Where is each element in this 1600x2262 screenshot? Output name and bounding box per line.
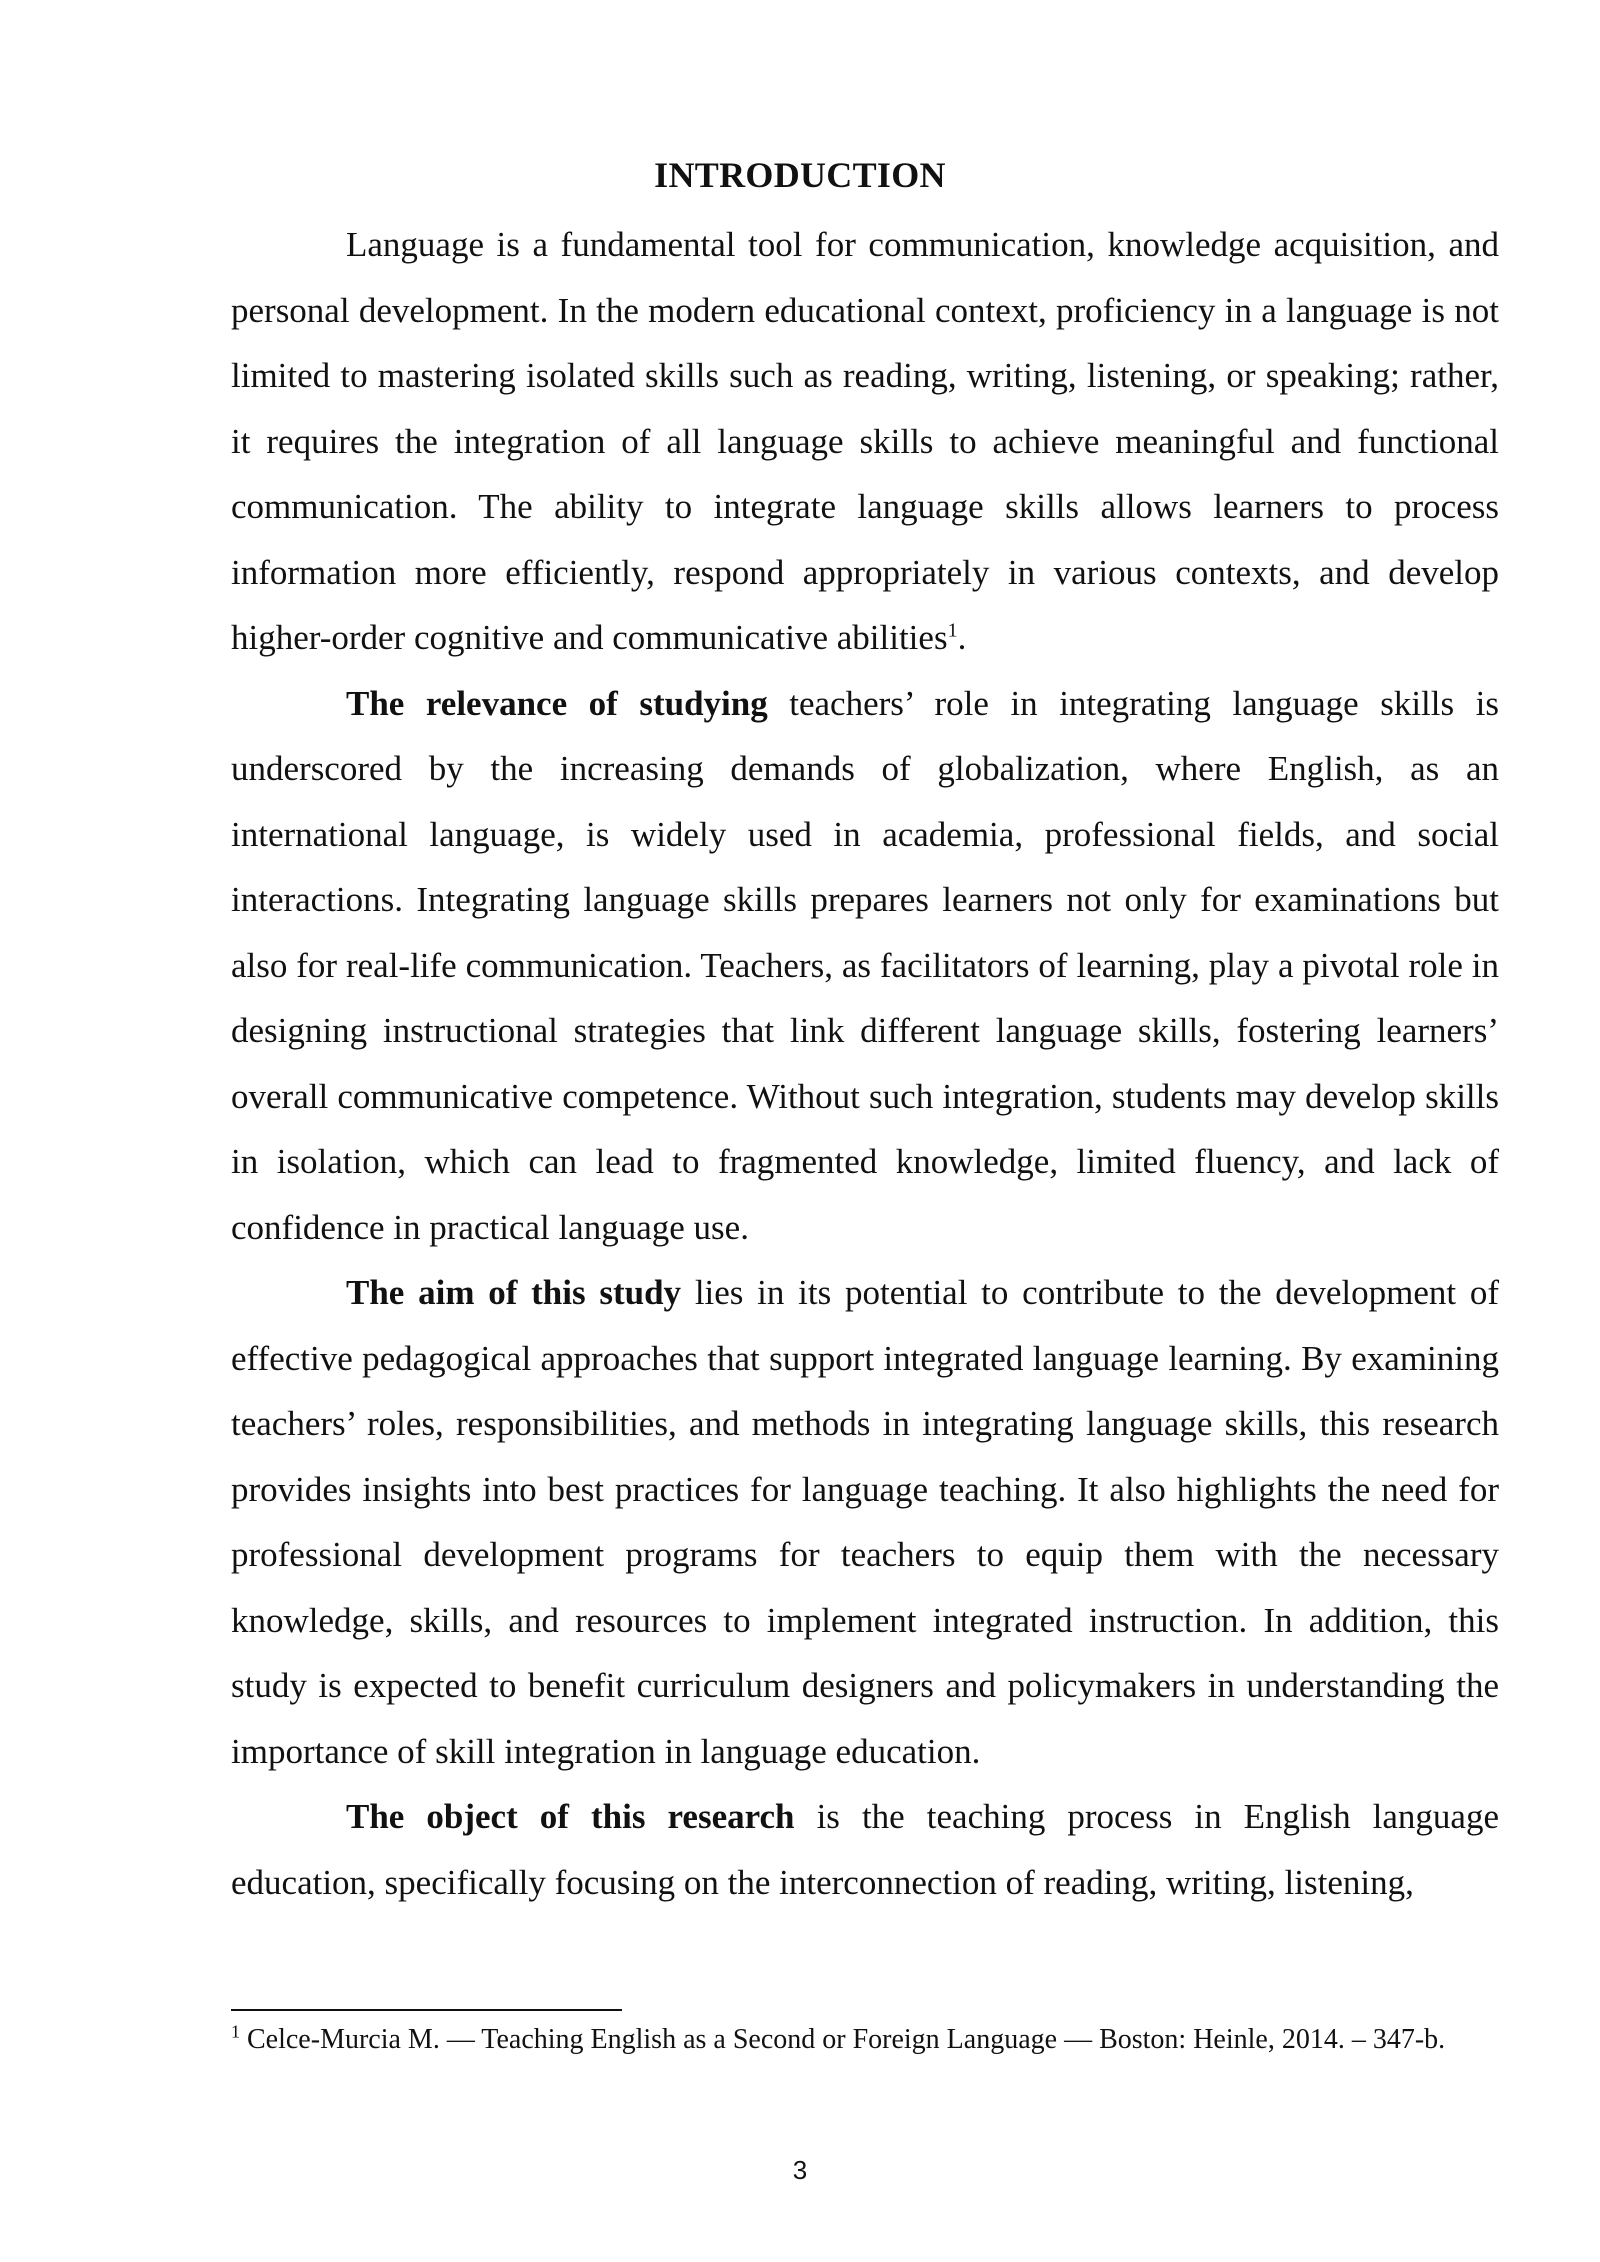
paragraph-object-lead: The object of this research [346, 1797, 795, 1836]
body-text [231, 212, 1499, 1915]
page-number: 3 [792, 2155, 808, 2185]
paragraph-object-text: is the teaching process in English language education, specifically focusing on the interconnection of reading, writing, listening, [231, 1797, 1499, 1902]
section-heading: INTRODUCTION [654, 155, 946, 195]
paragraph-aim-text: lies in its potential to contribute to the development of effective pedagogical approaches that support integrated language learning. By examining teachers’ roles, responsibilities, and methods in integrating language skills, this research provides insights into best practices for language teaching. It also highlights the need for professional development programs for teachers to equip them with the necessary knowledge, skills, and resources to implement integrated instruction. In addition, this study is expected to benefit curriculum designers and policymakers in understanding the importance of skill integration in language education. [231, 1273, 1499, 1771]
paragraph-intro [231, 212, 1499, 671]
paragraph-relevance-text: teachers’ role in integrating language skills is underscored by the increasing demands of globalization, where English, as an international language, is widely used in academia, professional fields, and social interactions. Integrating language skills prepares learners not only for examinations but also for real-life communication. Teachers, as facilitators of learning, play a pivotal role in designing instructional strategies that link different language skills, fostering learners’ overall communicative competence. Without such integration, students may develop skills in isolation, which can lead to fragmented knowledge, limited fluency, and lack of confidence in practical language use. [231, 683, 1499, 1247]
paragraph-intro-text: Language is a fundamental tool for communication, knowledge acquisition, and personal development. In the modern educational context, proficiency in a language is not limited to mastering isolated skills such as reading, writing, listening, or speaking; rather, it requires the integration of all language skills to achieve meaningful and functional communication. The ability to integrate language skills allows learners to process information more efficiently, respond appropriately in various contexts, and develop higher-order cognitive and communicative abilities [231, 225, 1499, 657]
footnote [231, 2022, 1499, 2058]
footnote-separator [231, 2009, 622, 2011]
paragraph-aim-lead: The aim of this study [346, 1273, 682, 1312]
paragraph-aim [231, 1260, 1499, 1784]
footnote-reference[interactable]: 1 [947, 619, 958, 642]
paragraph-object [231, 1784, 1499, 1915]
paragraph-relevance-lead: The relevance of studying [346, 683, 768, 723]
footnote-marker: 1 [231, 2021, 240, 2042]
paragraph-relevance [231, 671, 1499, 1261]
paragraph-intro-tail: . [957, 618, 967, 657]
footnote-text: Celce-Murcia M. — Teaching English as a Second or Foreign Language — Boston: Heinle, 2014. – 347-b. [240, 2024, 1446, 2055]
